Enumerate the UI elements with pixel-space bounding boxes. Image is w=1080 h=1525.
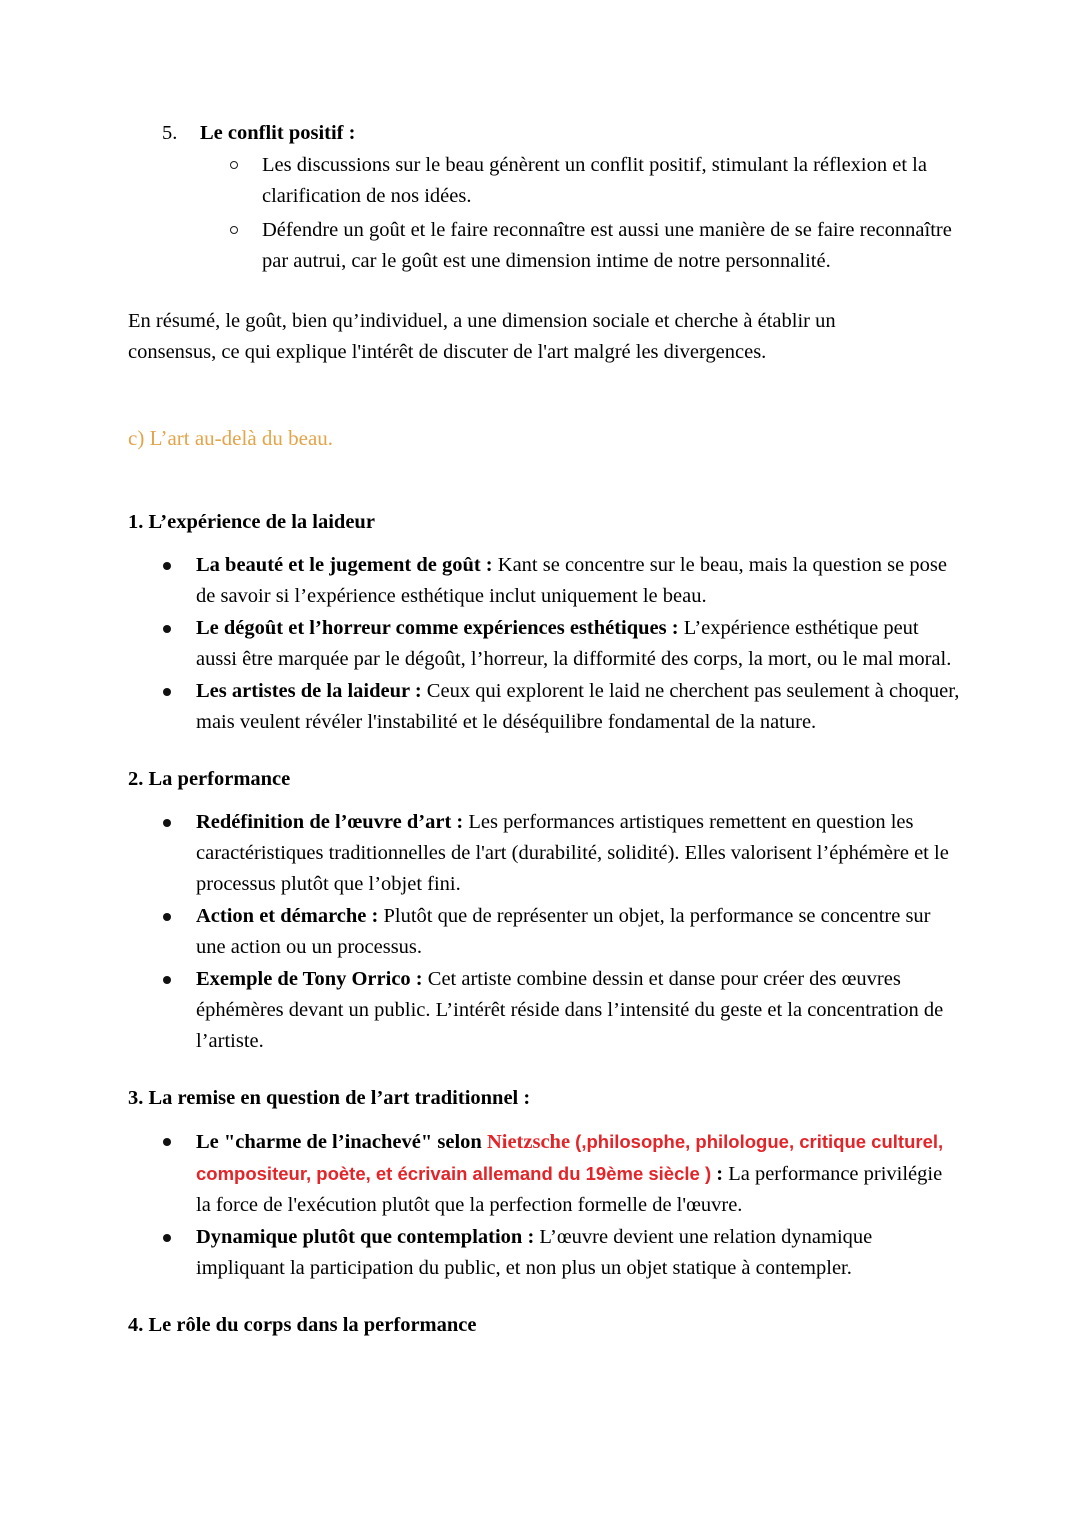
list-item-text: Les discussions sur le beau génèrent un conflit positif, stimulant la réflexion et la clarification de nos idées.: [262, 154, 927, 207]
disc-bullet-icon: [163, 1234, 171, 1242]
spacer: [128, 739, 962, 765]
bullet-lead: Dynamique plutôt que contemplation :: [196, 1226, 535, 1248]
hollow-bullet-icon: [230, 226, 238, 234]
numbered-list: [128, 118, 962, 277]
spacer: [128, 1112, 962, 1126]
spacer: [128, 452, 962, 508]
bullet-list: [128, 807, 962, 1057]
sub-bullet-list: [200, 150, 962, 277]
section-heading: 3. La remise en question de l’art traditionnel :: [128, 1087, 531, 1109]
list-item: [200, 150, 962, 212]
list-item: [128, 550, 962, 612]
list-item: [128, 901, 962, 963]
disc-bullet-icon: [163, 688, 171, 696]
disc-bullet-icon: [163, 976, 171, 984]
bullet-body: Cet artiste combine dessin et danse pour créer des œuvres éphémères devant un public. L’intérêt réside dans l’intensité du geste et la concentration de l’artiste.: [196, 968, 944, 1052]
disc-bullet-icon: [163, 913, 171, 921]
bullet-list: [128, 550, 962, 738]
list-marker: 5.: [162, 122, 178, 144]
section-heading: 4. Le rôle du corps dans la performance: [128, 1314, 477, 1336]
bullet-body: La performance privilégie la force de l'exécution plutôt que la perfection formelle de l'œuvre.: [196, 1163, 943, 1216]
spacer: [128, 793, 962, 807]
bullet-lead: Les artistes de la laideur :: [196, 680, 422, 702]
list-item: [128, 964, 962, 1057]
spacer: [128, 280, 962, 306]
hollow-bullet-icon: [230, 161, 238, 169]
list-item: [128, 676, 962, 738]
spacer: [128, 1285, 962, 1311]
section-heading: 2. La performance: [128, 768, 291, 790]
list-item: [128, 1222, 962, 1284]
list-item-text: Défendre un goût et le faire reconnaître est aussi une manière de se faire reconnaître par autrui, car le goût est une dimension intime de notre personnalité.: [262, 219, 952, 272]
bullet-lead: La beauté et le jugement de goût :: [196, 554, 493, 576]
list-item: [128, 118, 962, 277]
section-heading: 1. L’expérience de la laideur: [128, 511, 375, 533]
bullet-lead-before: Le "charme de l’inachevé" selon: [196, 1131, 487, 1153]
disc-bullet-icon: [163, 819, 171, 827]
list-item: [200, 215, 962, 277]
bullet-lead: Exemple de Tony Orrico :: [196, 968, 423, 990]
highlighted-name: Nietzsche: [486, 1131, 571, 1153]
bullet-lead-after: :: [711, 1163, 729, 1185]
disc-bullet-icon: [163, 562, 171, 570]
bullet-body: Plutôt que de représenter un objet, la performance se concentre sur une action ou un processus.: [196, 905, 931, 958]
disc-bullet-icon: [163, 1138, 171, 1146]
disc-bullet-icon: [163, 625, 171, 633]
bullet-body: L’expérience esthétique peut aussi être marquée par le dégoût, l’horreur, la difformité des corps, la mort, ou le mal moral.: [196, 617, 952, 670]
summary-paragraph: En résumé, le goût, bien qu’individuel, a une dimension sociale et cherche à établir un consensus, ce qui explique l'intérêt de discuter de l'art malgré les divergences.: [128, 310, 836, 363]
bullet-lead: Le dégoût et l’horreur comme expériences esthétiques :: [196, 617, 679, 639]
spacer: [128, 536, 962, 550]
bullet-list: [128, 1126, 962, 1284]
chapter-heading: c) L’art au-delà du beau.: [128, 426, 334, 450]
bullet-body: L’œuvre devient une relation dynamique impliquant la participation du public, et non plus un objet statique à contempler.: [196, 1226, 873, 1279]
list-item: [128, 613, 962, 675]
bullet-lead: Redéfinition de l’œuvre d’art :: [196, 811, 464, 833]
bullet-lead: Action et démarche :: [196, 905, 379, 927]
spacer: [128, 1058, 962, 1084]
highlighted-annotation: (,philosophe, philologue, critique culturel, compositeur, poète, et écrivain allemand du 19ème siècle ): [196, 1131, 944, 1184]
bullet-body: Ceux qui explorent le laid ne cherchent pas seulement à choquer, mais veulent révéler l'instabilité et le déséquilibre fondamental de la nature.: [196, 680, 960, 733]
list-item: [128, 1126, 962, 1221]
spacer: [128, 368, 962, 424]
bullet-body: Les performances artistiques remettent en question les caractéristiques traditionnelles de l'art (durabilité, solidité). Elles valorisent l’éphémère et le processus plutôt que l’objet fini.: [196, 811, 949, 895]
list-item-title: Le conflit positif :: [200, 122, 356, 144]
bullet-body: Kant se concentre sur le beau, mais la question se pose de savoir si l’expérience esthétique inclut uniquement le beau.: [196, 554, 947, 607]
list-item: [128, 807, 962, 900]
